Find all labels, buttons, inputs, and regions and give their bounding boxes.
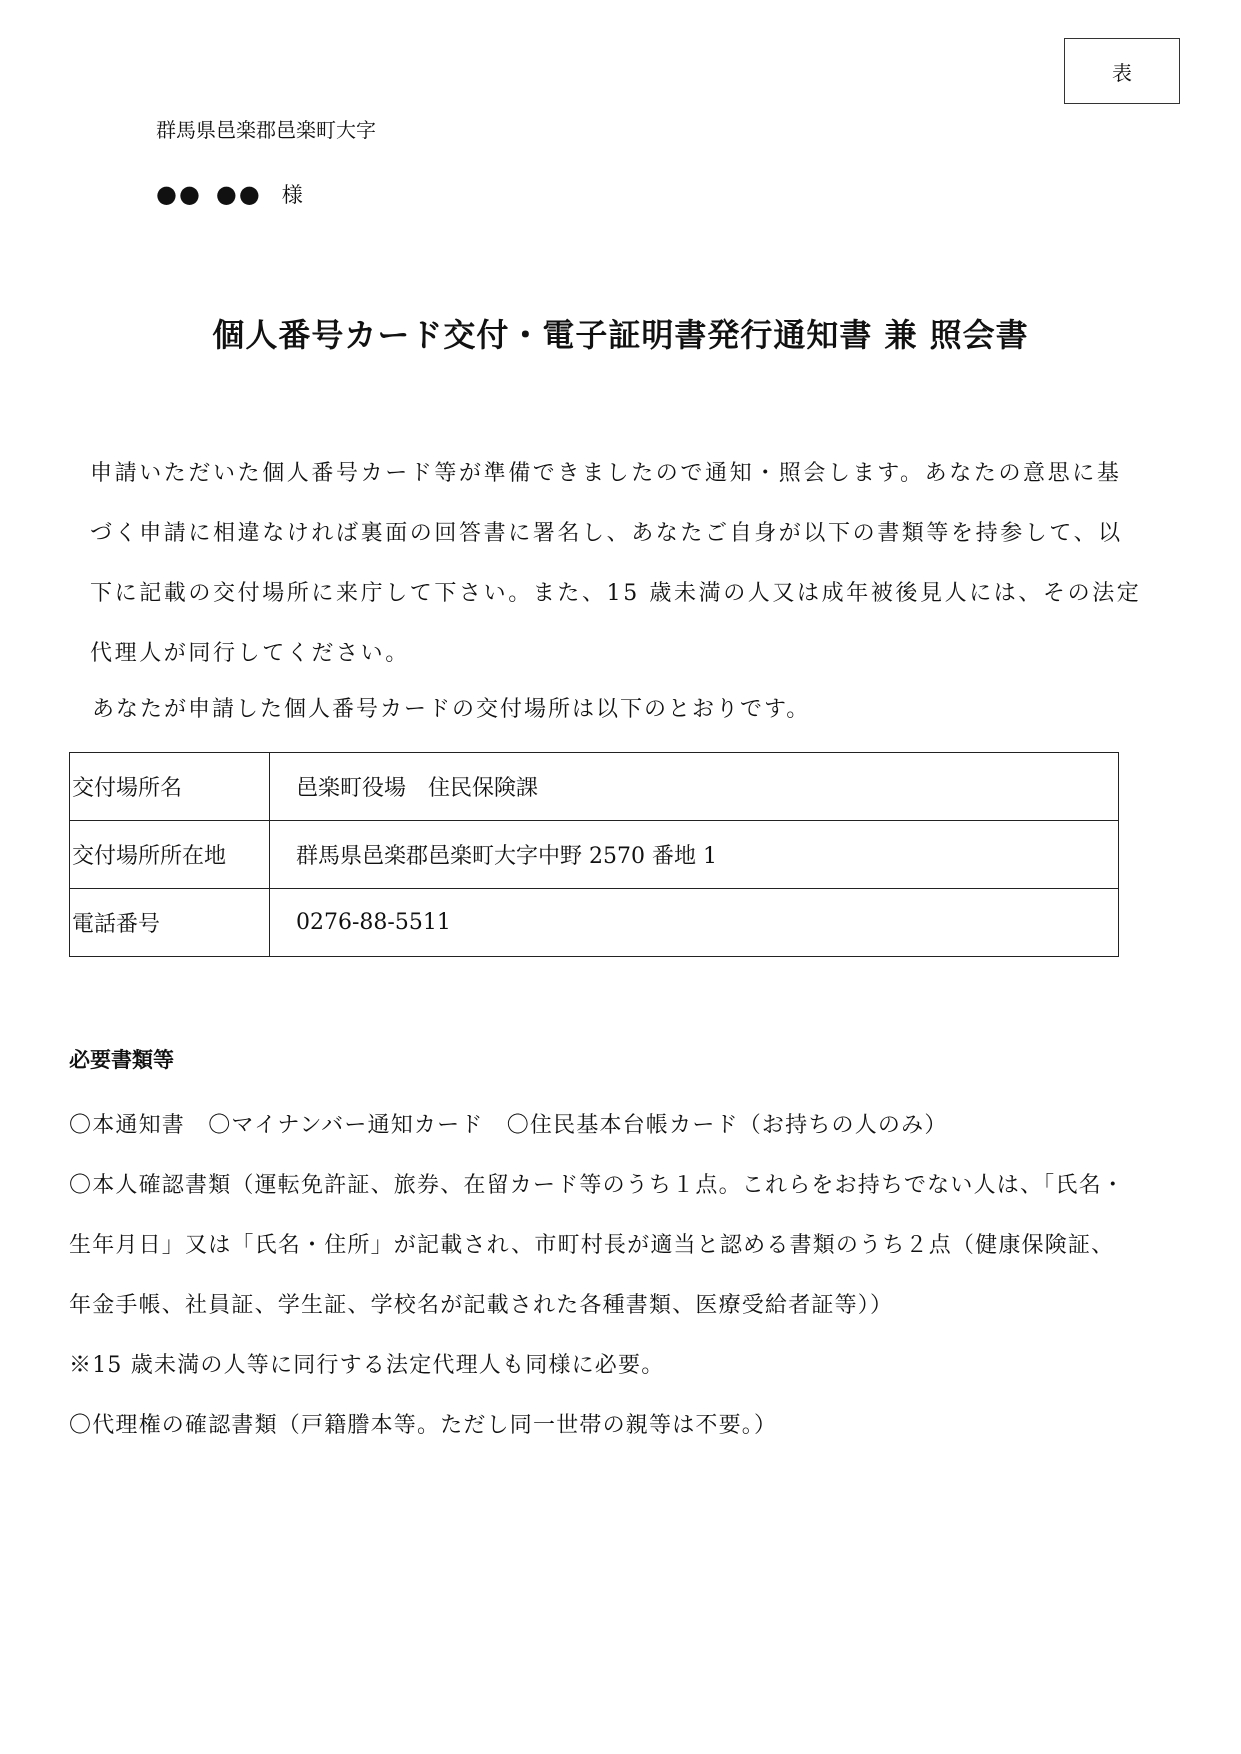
intro-line: 代理人が同行してください。 [90, 641, 410, 666]
list-item: 生年月日」又は「氏名・住所」が記載され、市町村長が適当と認める書類のうち２点（健康保険証、 [69, 1233, 1115, 1258]
recipient-name-masked-1: ●● [156, 180, 202, 208]
place-address-value: 群馬県邑楽郡邑楽町大字中野 2570 番地 1 [270, 821, 1119, 889]
intro-line: 下に記載の交付場所に来庁して下さい。また、15 歳未満の人又は成年被後見人には、その法定 [90, 581, 1142, 606]
table-row [70, 821, 1119, 889]
list-item: ※15 歳未満の人等に同行する法定代理人も同様に必要。 [69, 1353, 665, 1378]
recipient-address: 群馬県邑楽郡邑楽町大字 [156, 118, 376, 142]
place-name-value: 邑楽町役場 住民保険課 [270, 753, 1119, 821]
side-label: 表 [1112, 60, 1132, 85]
list-item: 〇代理権の確認書類（戸籍謄本等。ただし同一世帯の親等は不要。） [69, 1413, 778, 1438]
place-table [69, 752, 1119, 957]
recipient-name-masked-2: ●● [215, 180, 262, 208]
intro-paragraph [90, 444, 1150, 684]
phone-value: 0276-88-5511 [270, 889, 1119, 957]
requirements-list [69, 1096, 1189, 1456]
list-item: 年金手帳、社員証、学生証、学校名が記載された各種書類、医療受給者証等）） [69, 1293, 894, 1318]
recipient-honorific: 様 [281, 183, 303, 207]
table-row [70, 753, 1119, 821]
requirements-heading: 必要書類等 [69, 1047, 174, 1072]
place-address-label: 交付場所所在地 [70, 821, 270, 889]
list-item: 〇本通知書 〇マイナンバー通知カード 〇住民基本台帳カード（お持ちの人のみ） [69, 1113, 948, 1138]
side-label-box [1064, 38, 1180, 104]
intro-line: づく申請に相違なければ裏面の回答書に署名し、あなたご自身が以下の書類等を持参して、以 [90, 521, 1123, 546]
intro-line: 申請いただいた個人番号カード等が準備できましたので通知・照会します。あなたの意思に基 [90, 461, 1122, 486]
phone-label: 電話番号 [70, 889, 270, 957]
document-title: 個人番号カード交付・電子証明書発行通知書 兼 照会書 [212, 316, 1029, 354]
recipient-name [156, 179, 303, 209]
place-name-label: 交付場所名 [70, 753, 270, 821]
list-item: 〇本人確認書類（運転免許証、旅券、在留カード等のうち１点。これらをお持ちでない人は、「氏名・ [69, 1173, 1125, 1198]
table-row [70, 889, 1119, 957]
place-note: あなたが申請した個人番号カードの交付場所は以下のとおりです。 [92, 697, 811, 722]
